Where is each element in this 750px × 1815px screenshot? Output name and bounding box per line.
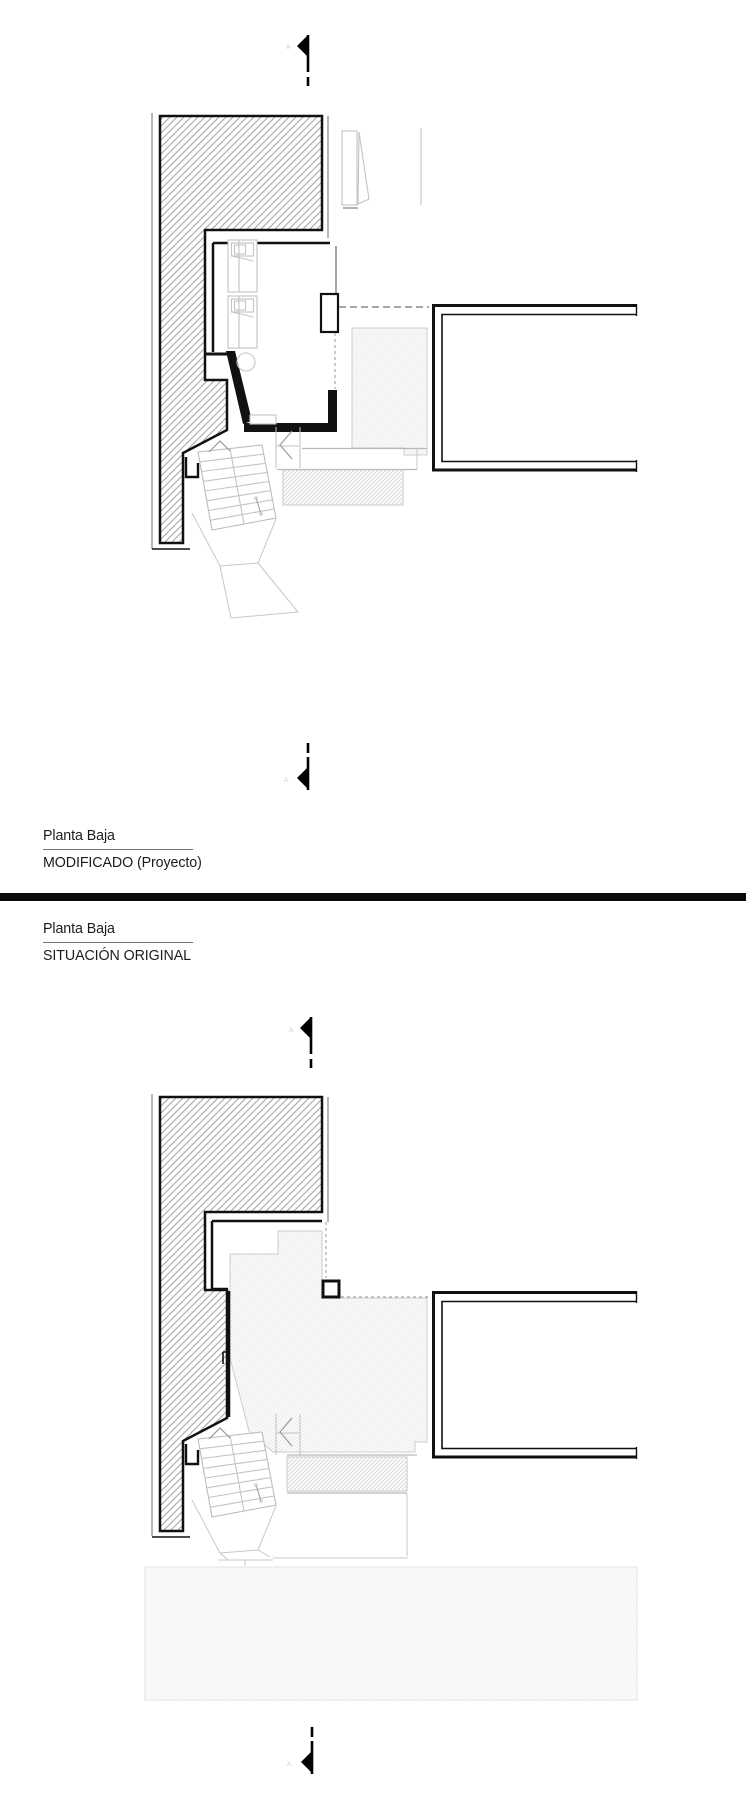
plan-title: Planta Baja (43, 920, 115, 937)
section-marker-top (289, 1017, 311, 1068)
stair (186, 1428, 276, 1517)
section-marker-bottom (284, 743, 308, 790)
plans-divider (0, 893, 746, 901)
bed-symbol (228, 296, 257, 348)
balcony-railing (434, 1291, 637, 1459)
bedroom-furniture (228, 240, 276, 424)
bed-symbol (228, 240, 257, 292)
section-letter: A (289, 1027, 294, 1034)
pillar (323, 1222, 429, 1297)
plan-subtitle: MODIFICADO (Proyecto) (43, 854, 202, 871)
plan-label-modificado (43, 827, 202, 872)
bench (250, 415, 276, 424)
section-letter: A (287, 1761, 292, 1768)
label-underline (43, 849, 193, 850)
section-letter: A (286, 44, 291, 51)
plan-original (145, 1017, 637, 1774)
stair (186, 441, 276, 530)
column-circle (237, 353, 255, 371)
plan-modificado (152, 35, 637, 790)
section-marker-top (286, 35, 308, 86)
plan-subtitle: SITUACIÓN ORIGINAL (43, 947, 191, 964)
section-letter: A (284, 777, 289, 784)
ground-paving (145, 1567, 637, 1700)
label-underline (43, 942, 193, 943)
balcony-railing (434, 304, 637, 472)
lower-flight-outline (192, 513, 298, 618)
plan-title: Planta Baja (43, 827, 115, 844)
plan-label-original (43, 920, 193, 965)
door-swing-arrow (276, 427, 300, 468)
section-marker-bottom (287, 1727, 312, 1774)
door-leaf (342, 128, 421, 208)
pillar (321, 294, 338, 389)
terrace-paving (277, 328, 427, 505)
